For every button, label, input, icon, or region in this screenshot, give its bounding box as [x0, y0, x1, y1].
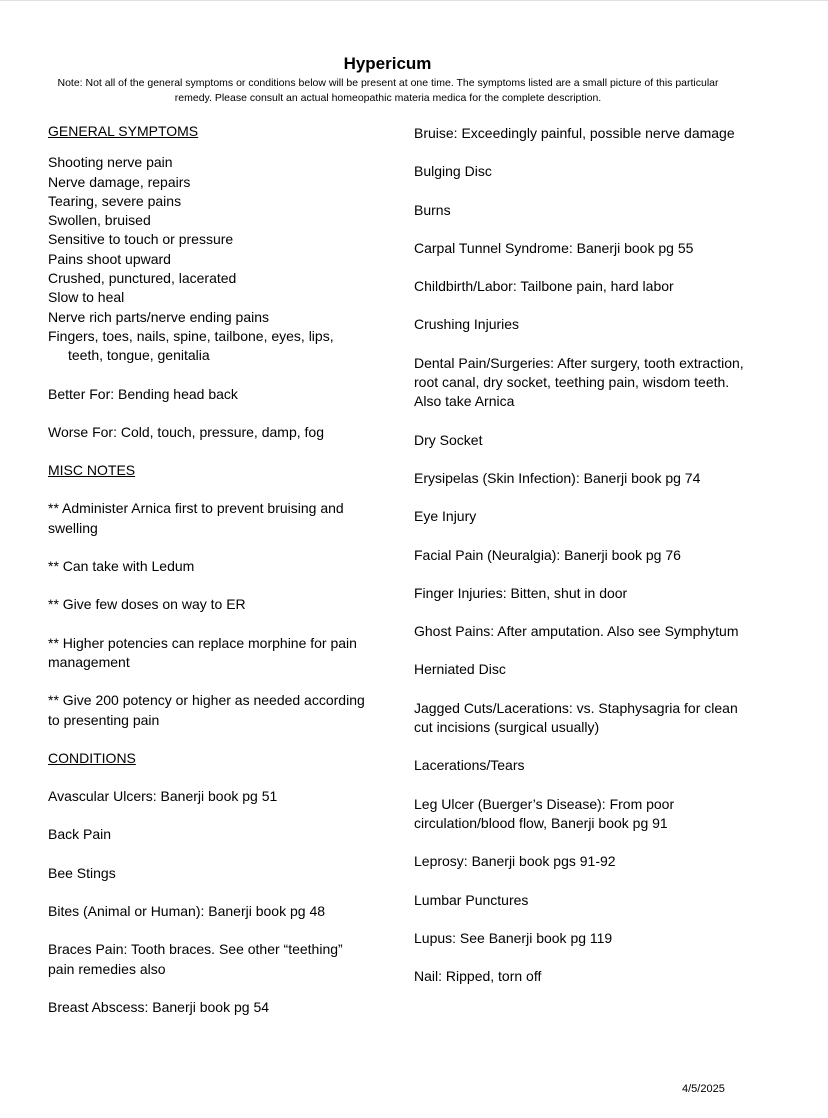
condition-item: Dry Socket	[414, 431, 483, 448]
condition-item: Crushing Injuries	[414, 316, 520, 333]
symptom-item: Tearing, severe pains	[48, 192, 182, 209]
condition-item: Avascular Ulcers: Banerji book pg 51	[48, 788, 278, 805]
condition-item: Lupus: See Banerji book pg 119	[414, 929, 613, 946]
misc-note-item: ** Give few doses on way to ER	[48, 596, 246, 613]
top-border-line	[0, 0, 828, 1]
condition-item: Bites (Animal or Human): Banerji book pg 48	[48, 903, 326, 920]
condition-item: Eye Injury	[414, 508, 477, 525]
condition-item: Lumbar Punctures	[414, 891, 529, 908]
symptom-item: Crushed, punctured, lacerated	[48, 270, 237, 287]
misc-note-item: ** Higher potencies can replace morphine for pain management	[48, 634, 357, 670]
symptom-item: Nerve rich parts/nerve ending pains	[48, 308, 270, 325]
condition-item: Ghost Pains: After amputation. Also see Symphytum	[414, 623, 739, 640]
condition-item: Jagged Cuts/Lacerations: vs. Staphysagria for clean cut incisions (surgical usually)	[414, 699, 738, 736]
general-symptoms-heading: GENERAL SYMPTOMS	[48, 123, 199, 139]
condition-item: Bee Stings	[48, 864, 116, 881]
misc-notes-heading: MISC NOTES	[48, 462, 136, 479]
right-column	[414, 124, 744, 1005]
conditions-heading: CONDITIONS	[48, 749, 136, 766]
symptom-item: Pains shoot upward	[48, 250, 171, 267]
condition-item: Bruise: Exceedingly painful, possible nerve damage	[414, 125, 735, 141]
condition-item: Childbirth/Labor: Tailbone pain, hard labor	[414, 278, 674, 295]
condition-item: Back Pain	[48, 826, 112, 843]
symptom-item: Nerve damage, repairs	[48, 173, 191, 190]
condition-item: Carpal Tunnel Syndrome: Banerji book pg 55	[414, 239, 694, 256]
condition-item: Braces Pain: Tooth braces. See other “teething” pain remedies also	[48, 941, 343, 977]
condition-item: Finger Injuries: Bitten, shut in door	[414, 584, 628, 601]
misc-note-item: ** Give 200 potency or higher as needed according to presenting pain	[48, 692, 365, 728]
condition-item: Bulging Disc	[414, 163, 492, 180]
worse-for-text: Worse For: Cold, touch, pressure, damp, fog	[48, 423, 324, 440]
better-for-text: Better For: Bending head back	[48, 385, 238, 402]
misc-note-item: ** Can take with Ledum	[48, 558, 195, 575]
symptom-item: Sensitive to touch or pressure	[48, 231, 234, 248]
document-date: 4/5/2025	[682, 1083, 725, 1095]
disclaimer-note: Note: Not all of the general symptoms or conditions below will be present at one time. The symptoms listed are a small picture of this particular remedy. Please consult an actual homeopathic materia medica for the complete description.	[57, 77, 719, 104]
condition-item: Facial Pain (Neuralgia): Banerji book pg 76	[414, 546, 681, 563]
condition-item: Lacerations/Tears	[414, 757, 525, 774]
left-column	[48, 122, 368, 1017]
symptom-item: Slow to heal	[48, 289, 125, 306]
page-title: Hypericum	[343, 54, 432, 73]
general-symptoms-list	[48, 153, 368, 365]
condition-item: Dental Pain/Surgeries: After surgery, tooth extraction, root canal, dry socket, teething pain, wisdom teeth. Also take Arnica	[414, 354, 744, 410]
misc-note-item: ** Administer Arnica first to prevent bruising and swelling	[48, 500, 344, 536]
condition-item: Erysipelas (Skin Infection): Banerji book pg 74	[414, 469, 701, 486]
symptom-item: Fingers, toes, nails, spine, tailbone, eyes, lips, teeth, tongue, genitalia	[48, 327, 334, 364]
condition-item: Nail: Ripped, torn off	[414, 968, 542, 985]
condition-item: Leg Ulcer (Buerger’s Disease): From poor circulation/blood flow, Banerji book pg 91	[414, 795, 675, 831]
symptom-item: Shooting nerve pain	[48, 154, 173, 171]
condition-item: Burns	[414, 201, 451, 218]
condition-item: Herniated Disc	[414, 661, 506, 678]
symptom-item: Swollen, bruised	[48, 212, 151, 229]
condition-item: Breast Abscess: Banerji book pg 54	[48, 998, 270, 1015]
condition-item: Leprosy: Banerji book pgs 91-92	[414, 853, 616, 870]
